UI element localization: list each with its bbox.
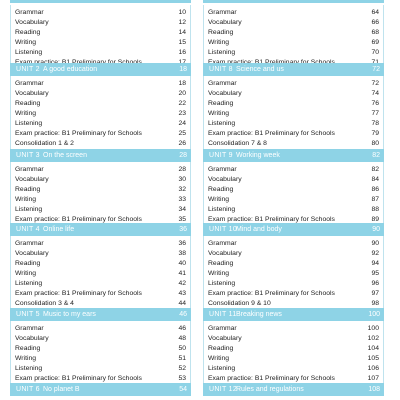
contents-row-page-number: 12 [178,19,186,26]
contents-row-label: Reading [208,345,234,352]
unit-number: UNIT 11 [209,311,237,318]
contents-row-page-number: 70 [371,49,379,56]
unit-title: Breaking news [236,311,282,318]
contents-row-page-number: 84 [371,176,379,183]
unit-header[interactable] [203,223,384,236]
contents-row[interactable] [15,18,186,28]
unit-header[interactable] [203,63,384,76]
contents-row-page-number: 90 [371,240,379,247]
unit-title: Online life [43,226,75,233]
contents-row-page-number: 53 [178,375,186,382]
contents-row-label: Grammar [15,240,44,247]
contents-row-page-number: 24 [178,120,186,127]
unit-title: No planet B [43,386,80,393]
contents-row[interactable] [15,259,186,269]
contents-row-page-number: 64 [371,9,379,16]
contents-row-label: Grammar [15,80,44,87]
contents-row-label: Consolidation 7 & 8 [208,140,267,147]
contents-row-page-number: 79 [371,130,379,137]
contents-row-label: Writing [208,355,230,362]
contents-row[interactable] [208,109,379,119]
contents-row-label: Vocabulary [15,19,49,26]
contents-row-page-number: 88 [371,206,379,213]
contents-row[interactable] [208,344,379,354]
contents-row-page-number: 66 [371,19,379,26]
unit-title: A good education [43,66,98,73]
contents-row-page-number: 35 [178,216,186,223]
unit-contents-list [203,321,384,387]
contents-row-label: Vocabulary [208,335,242,342]
contents-row[interactable] [208,28,379,38]
contents-row-page-number: 14 [178,29,186,36]
contents-row-page-number: 74 [371,90,379,97]
contents-row-label: Vocabulary [208,176,242,183]
contents-row-label: Exam practice: B1 Preliminary for Schools [208,375,335,382]
contents-row-label: Grammar [208,240,237,247]
contents-row-label: Vocabulary [15,250,49,257]
unit-contents-list [10,5,191,71]
contents-row-page-number: 26 [178,140,186,147]
contents-row-label: Grammar [15,166,44,173]
contents-row[interactable] [15,205,186,215]
unit-number: UNIT 8 [209,66,233,73]
contents-row-page-number: 41 [178,270,186,277]
contents-row-label: Vocabulary [15,335,49,342]
contents-row-label: Listening [15,280,43,287]
contents-row[interactable] [208,18,379,28]
contents-row[interactable] [15,269,186,279]
contents-row[interactable] [208,324,379,334]
unit-page-number: 108 [368,386,380,393]
contents-row-page-number: 69 [371,39,379,46]
contents-row-page-number: 48 [178,335,186,342]
contents-row[interactable] [15,165,186,175]
contents-row-label: Consolidation 9 & 10 [208,300,271,307]
contents-row-label: Listening [208,365,236,372]
contents-row-page-number: 104 [367,345,379,352]
unit-contents-list [10,162,191,228]
unit-contents-list [10,236,191,312]
contents-row-label: Writing [15,355,37,362]
contents-row[interactable] [15,8,186,18]
contents-row-label: Grammar [208,80,237,87]
contents-row-label: Listening [15,49,43,56]
contents-row[interactable] [208,354,379,364]
contents-row[interactable] [208,129,379,139]
unit-title: Music to my ears [43,311,96,318]
contents-row[interactable] [15,289,186,299]
contents-row[interactable] [208,8,379,18]
contents-row-label: Consolidation 3 & 4 [15,300,74,307]
contents-row-label: Reading [208,260,234,267]
unit-page-number: 90 [372,226,380,233]
contents-row-page-number: 42 [178,280,186,287]
contents-row[interactable] [15,334,186,344]
unit-contents-list [10,321,191,387]
contents-row-page-number: 32 [178,186,186,193]
contents-row-label: Exam practice: B1 Preliminary for Schools [15,216,142,223]
contents-row[interactable] [15,354,186,364]
contents-column-left [10,0,191,400]
contents-row[interactable] [208,249,379,259]
unit-page-number: 54 [179,386,187,393]
contents-row[interactable] [15,195,186,205]
contents-row[interactable] [208,99,379,109]
unit-title: Rules and regulations [236,386,304,393]
contents-row-label: Reading [15,260,41,267]
contents-row-page-number: 102 [367,335,379,342]
contents-row[interactable] [208,175,379,185]
contents-row-page-number: 44 [178,300,186,307]
contents-row-page-number: 30 [178,176,186,183]
contents-row-label: Reading [208,100,234,107]
contents-row-page-number: 107 [367,375,379,382]
contents-row-label: Listening [15,365,43,372]
unit-number: UNIT 2 [16,66,40,73]
unit-page-number: 46 [179,311,187,318]
unit-header[interactable] [10,383,191,396]
contents-row-label: Reading [15,345,41,352]
contents-row-label: Grammar [208,9,237,16]
contents-row-label: Grammar [208,325,237,332]
unit-contents-list [10,76,191,152]
unit-number: UNIT 4 [16,226,40,233]
contents-row[interactable] [15,364,186,374]
contents-row[interactable] [208,195,379,205]
unit-header[interactable] [10,149,191,162]
contents-row-page-number: 94 [371,260,379,267]
unit-title: On the screen [43,152,87,159]
contents-row-label: Grammar [208,166,237,173]
contents-row-label: Reading [208,186,234,193]
unit-contents-list [203,76,384,152]
contents-row-page-number: 82 [371,166,379,173]
contents-row[interactable] [208,239,379,249]
contents-row-page-number: 20 [178,90,186,97]
contents-row-label: Listening [208,49,236,56]
unit-page-number: 100 [368,311,380,318]
contents-row-page-number: 18 [178,80,186,87]
contents-row[interactable] [208,48,379,58]
contents-row[interactable] [208,185,379,195]
contents-row-label: Exam practice: B1 Preliminary for Schools [208,130,335,137]
contents-row[interactable] [15,129,186,139]
unit-contents-list [203,5,384,71]
contents-row-label: Consolidation 1 & 2 [15,140,74,147]
contents-row-page-number: 33 [178,196,186,203]
contents-row-page-number: 50 [178,345,186,352]
unit-header[interactable] [10,308,191,321]
contents-row-page-number: 25 [178,130,186,137]
unit-title: Science and us [236,66,284,73]
contents-row-label: Writing [208,110,230,117]
unit-number: UNIT 3 [16,152,40,159]
contents-row-page-number: 77 [371,110,379,117]
contents-row-page-number: 68 [371,29,379,36]
contents-column-right [203,0,384,400]
unit-header[interactable] [10,223,191,236]
contents-row-label: Exam practice: B1 Preliminary for Schools [15,375,142,382]
contents-row-label: Reading [15,100,41,107]
contents-row-page-number: 23 [178,110,186,117]
unit-title: Working week [236,152,280,159]
contents-row-page-number: 87 [371,196,379,203]
contents-row[interactable] [208,259,379,269]
contents-row-page-number: 10 [178,9,186,16]
contents-row[interactable] [15,249,186,259]
contents-row-label: Vocabulary [15,90,49,97]
contents-row[interactable] [15,119,186,129]
unit-number: UNIT 9 [209,152,233,159]
unit-header-partial [203,0,384,3]
contents-row[interactable] [208,279,379,289]
contents-row-page-number: 86 [371,186,379,193]
contents-row[interactable] [208,269,379,279]
contents-row[interactable] [208,205,379,215]
contents-row[interactable] [208,334,379,344]
contents-row-page-number: 97 [371,290,379,297]
contents-row-label: Exam practice: B1 Preliminary for Schools [208,216,335,223]
contents-row[interactable] [15,279,186,289]
contents-row-label: Writing [15,39,37,46]
contents-row-page-number: 89 [371,216,379,223]
unit-page-number: 28 [179,152,187,159]
contents-row-label: Reading [208,29,234,36]
contents-row-label: Grammar [15,9,44,16]
contents-row-page-number: 38 [178,250,186,257]
unit-title: Mind and body [236,226,282,233]
contents-row-label: Exam practice: B1 Preliminary for Schools [208,290,335,297]
contents-row[interactable] [208,165,379,175]
contents-row-page-number: 98 [371,300,379,307]
contents-row-page-number: 76 [371,100,379,107]
unit-header[interactable] [10,63,191,76]
contents-row-label: Reading [15,186,41,193]
contents-row-page-number: 46 [178,325,186,332]
contents-row-page-number: 43 [178,290,186,297]
contents-row-page-number: 72 [371,80,379,87]
contents-row[interactable] [15,38,186,48]
contents-row-label: Writing [208,39,230,46]
contents-row-page-number: 15 [178,39,186,46]
unit-page-number: 18 [179,66,187,73]
contents-row-page-number: 40 [178,260,186,267]
unit-header[interactable] [203,383,384,396]
contents-row[interactable] [208,89,379,99]
contents-row-label: Vocabulary [208,19,242,26]
contents-row-label: Grammar [15,325,44,332]
contents-row-label: Listening [15,206,43,213]
unit-header[interactable] [203,149,384,162]
unit-contents-list [203,236,384,312]
contents-row[interactable] [15,48,186,58]
contents-row[interactable] [15,324,186,334]
contents-row-page-number: 78 [371,120,379,127]
contents-row[interactable] [15,185,186,195]
contents-row-label: Vocabulary [208,250,242,257]
contents-row-label: Exam practice: B1 Preliminary for Schools [15,290,142,297]
contents-row-page-number: 51 [178,355,186,362]
contents-row[interactable] [208,79,379,89]
contents-row-label: Reading [15,29,41,36]
contents-row-page-number: 52 [178,365,186,372]
contents-row-label: Vocabulary [208,90,242,97]
contents-row[interactable] [208,289,379,299]
unit-number: UNIT 6 [16,386,40,393]
contents-row[interactable] [15,79,186,89]
contents-row-label: Exam practice: B1 Preliminary for Schools [15,130,142,137]
unit-page-number: 82 [372,152,380,159]
contents-row-page-number: 36 [178,240,186,247]
unit-number: UNIT 12 [209,386,238,393]
contents-row-label: Writing [15,196,37,203]
contents-row-page-number: 105 [367,355,379,362]
contents-row[interactable] [208,139,379,149]
contents-row[interactable] [15,139,186,149]
contents-row[interactable] [208,38,379,48]
contents-row[interactable] [208,119,379,129]
contents-row-label: Vocabulary [15,176,49,183]
unit-contents-list [203,162,384,228]
contents-row[interactable] [208,364,379,374]
contents-row[interactable] [15,109,186,119]
contents-row[interactable] [15,344,186,354]
unit-page-number: 36 [179,226,187,233]
contents-row-page-number: 22 [178,100,186,107]
contents-row-label: Listening [208,120,236,127]
contents-row-page-number: 95 [371,270,379,277]
unit-header-partial [10,0,191,3]
unit-number: UNIT 10 [209,226,238,233]
contents-row-page-number: 106 [367,365,379,372]
unit-page-number: 72 [372,66,380,73]
contents-row-label: Writing [208,270,230,277]
contents-row-label: Writing [15,110,37,117]
contents-row-page-number: 80 [371,140,379,147]
contents-row-label: Writing [15,270,37,277]
contents-row[interactable] [15,99,186,109]
contents-row[interactable] [15,239,186,249]
contents-row-page-number: 28 [178,166,186,173]
contents-row-label: Listening [208,206,236,213]
contents-row-label: Listening [208,280,236,287]
contents-row-page-number: 100 [367,325,379,332]
contents-row-page-number: 16 [178,49,186,56]
contents-row-label: Writing [208,196,230,203]
contents-row[interactable] [15,28,186,38]
unit-number: UNIT 5 [16,311,40,318]
contents-row[interactable] [15,175,186,185]
contents-row[interactable] [15,89,186,99]
contents-row-label: Listening [15,120,43,127]
contents-row-page-number: 92 [371,250,379,257]
contents-row-page-number: 34 [178,206,186,213]
contents-row-page-number: 96 [371,280,379,287]
unit-header[interactable] [203,308,384,321]
